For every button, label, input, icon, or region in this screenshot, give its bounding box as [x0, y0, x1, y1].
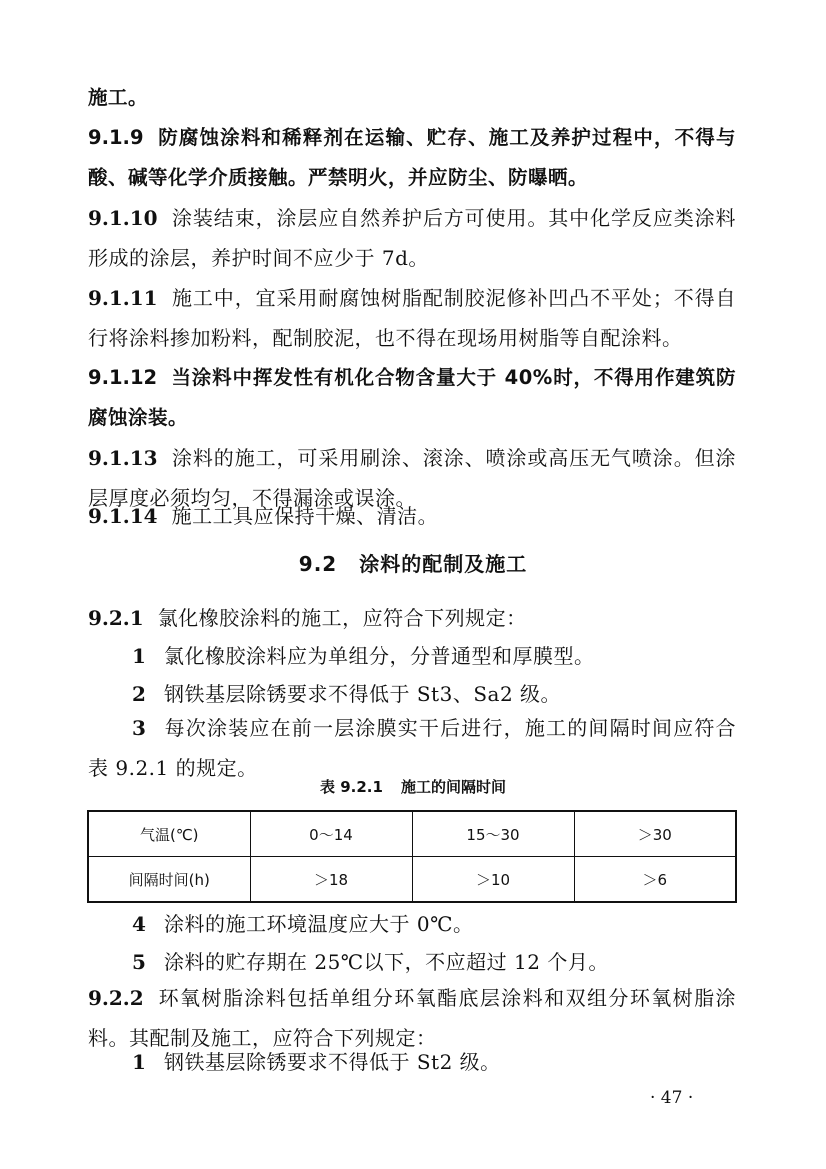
list-item — [88, 636, 736, 676]
item-number: 3 — [132, 716, 147, 740]
clause-number: 9.2.2 — [88, 986, 144, 1010]
item-text: 氯化橡胶涂料应为单组分，分普通型和厚膜型。 — [164, 644, 595, 668]
item-text: 钢铁基层除锈要求不得低于 St2 级。 — [164, 1050, 501, 1074]
clause-number: 9.1.13 — [88, 446, 158, 470]
table-cell: 间隔时间(h) — [88, 857, 250, 903]
clause-9-1-10 — [88, 198, 736, 278]
clause-text: 防腐蚀涂料和稀释剂在运输、贮存、施工及养护过程中，不得与酸、碱等化学介质接触。严禁明火，并应防尘、防曝晒。 — [88, 126, 736, 189]
table-caption — [0, 776, 826, 797]
table-cell: 15～30 — [412, 811, 574, 857]
page-number: · 47 · — [650, 1088, 694, 1108]
clause-text: 涂料的施工，可采用刷涂、滚涂、喷涂或高压无气喷涂。但涂层厚度必须均匀，不得漏涂或误涂。 — [88, 446, 736, 510]
table-cell: ＞18 — [250, 857, 412, 903]
table-cell: ＞6 — [574, 857, 736, 903]
clause-number: 9.1.9 — [88, 126, 144, 149]
list-item — [88, 942, 736, 982]
clause-text: 氯化橡胶涂料的施工，应符合下列规定： — [157, 606, 527, 630]
section-heading — [0, 548, 826, 577]
section-title-text: 涂料的配制及施工 — [359, 552, 528, 576]
clause-9-1-9 — [88, 118, 736, 198]
clause-number: 9.1.10 — [88, 206, 158, 230]
clause-text: 施工工具应保持干燥、清洁。 — [171, 504, 439, 528]
table-cell: 0～14 — [250, 811, 412, 857]
section-number: 9.2 — [298, 552, 338, 576]
item-text: 涂料的施工环境温度应大于 0℃。 — [164, 912, 474, 936]
item-number: 1 — [132, 644, 147, 668]
clause-number: 9.1.12 — [88, 366, 158, 389]
paragraph-continuation — [88, 78, 736, 118]
table-title: 施工的间隔时间 — [400, 778, 506, 796]
table-row — [88, 811, 736, 857]
item-text: 涂料的贮存期在 25℃以下，不应超过 12 个月。 — [164, 950, 609, 974]
clause-number: 9.1.11 — [88, 286, 158, 310]
table-number: 表 9.2.1 — [320, 778, 383, 796]
clause-9-2-1 — [88, 598, 736, 638]
table-cell: 气温(℃) — [88, 811, 250, 857]
list-item — [88, 1042, 736, 1082]
item-text: 钢铁基层除锈要求不得低于 St3、Sa2 级。 — [164, 682, 562, 706]
clause-9-1-14 — [88, 496, 736, 536]
clause-9-1-12 — [88, 358, 736, 438]
list-item — [88, 904, 736, 944]
paragraph-text: 施工。 — [88, 86, 149, 109]
item-number: 1 — [132, 1050, 147, 1074]
table-row — [88, 857, 736, 903]
item-text: 每次涂装应在前一层涂膜实干后进行，施工的间隔时间应符合表 9.2.1 的规定。 — [88, 716, 736, 780]
clause-text: 涂装结束，涂层应自然养护后方可使用。其中化学反应类涂料形成的涂层，养护时间不应少于 7d。 — [88, 206, 736, 270]
item-number: 4 — [132, 912, 147, 936]
clause-text: 环氧树脂涂料包括单组分环氧酯底层涂料和双组分环氧树脂涂料。其配制及施工，应符合下列规定： — [88, 986, 736, 1050]
clause-9-1-11 — [88, 278, 736, 358]
clause-text: 施工中，宜采用耐腐蚀树脂配制胶泥修补凹凸不平处；不得自行将涂料掺加粉料，配制胶泥，也不得在现场用树脂等自配涂料。 — [88, 286, 736, 350]
clause-number: 9.2.1 — [88, 606, 144, 630]
item-number: 2 — [132, 682, 147, 706]
table-cell: ＞30 — [574, 811, 736, 857]
item-number: 5 — [132, 950, 147, 974]
clause-number: 9.1.14 — [88, 504, 158, 528]
clause-text: 当涂料中挥发性有机化合物含量大于 40%时，不得用作建筑防腐蚀涂装。 — [88, 366, 736, 429]
interval-table — [87, 810, 737, 903]
table-cell: ＞10 — [412, 857, 574, 903]
